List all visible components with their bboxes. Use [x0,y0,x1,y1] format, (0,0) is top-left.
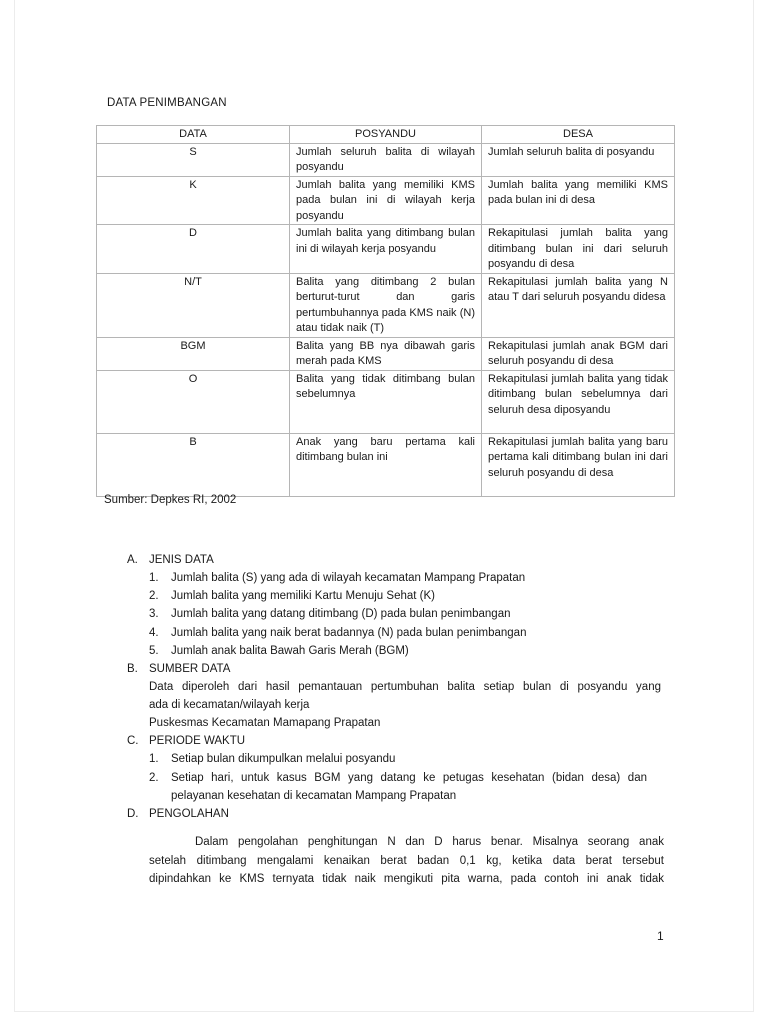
section-d-letter: D. [127,808,139,820]
row-posyandu: Balita yang tidak ditimbang bulan sebelumnya [290,370,482,433]
section-b-letter: B. [127,663,138,675]
list-number: 4. [149,627,159,639]
list-number: 2. [149,590,159,602]
document-title: DATA PENIMBANGAN [107,97,227,109]
list-item: Jumlah balita (S) yang ada di wilayah kecamatan Mampang Prapatan [171,572,526,584]
row-posyandu: Jumlah balita yang ditimbang bulan ini di wilayah kerja posyandu [290,225,482,274]
row-posyandu: Balita yang BB nya dibawah garis merah pada KMS [290,337,482,370]
list-item: Setiap bulan dikumpulkan melalui posyandu [171,753,396,765]
table-row [97,225,675,274]
list-number: 2. [149,772,159,784]
row-desa: Jumlah seluruh balita di posyandu [482,143,675,176]
row-desa: Rekapitulasi jumlah anak BGM dari seluruh posyandu di desa [482,337,675,370]
section-d-heading: PENGOLAHAN [149,808,229,820]
row-desa: Jumlah balita yang memiliki KMS pada bulan ini di desa [482,176,675,225]
list-number: 3. [149,608,159,620]
table-row [97,370,675,433]
section-b-paragraph-line: Data diperoleh dari hasil pemantauan pertumbuhan balita setiap bulan di posyandu yang [149,681,661,693]
table-row [97,433,675,496]
row-posyandu: Anak yang baru pertama kali ditimbang bulan ini [290,433,482,496]
header-desa: DESA [482,126,675,144]
section-d-paragraph-line: dipindahkan ke KMS ternyata tidak naik mengikuti pita warna, pada contoh ini anak tidak [149,873,664,885]
row-code: O [97,370,290,433]
section-c-heading: PERIODE WAKTU [149,735,246,747]
section-b-paragraph-line: ada di kecamatan/wilayah kerja [149,699,310,711]
list-number: 5. [149,645,159,657]
list-item: Setiap hari, untuk kasus BGM yang datang ke petugas kesehatan (bidan desa) dan [171,772,647,784]
list-item: Jumlah anak balita Bawah Garis Merah (BGM) [171,645,409,657]
table-header-row [97,126,675,144]
data-table [96,125,675,497]
row-desa: Rekapitulasi jumlah balita yang ditimbang bulan ini dari seluruh posyandu di desa [482,225,675,274]
section-c-letter: C. [127,735,139,747]
row-posyandu: Balita yang ditimbang 2 bulan berturut-turut dan garis pertumbuhannya pada KMS naik (N) atau tidak naik (T) [290,273,482,337]
section-a-heading: JENIS DATA [149,554,214,566]
table-row [97,143,675,176]
section-a-letter: A. [127,554,138,566]
page-number: 1 [657,929,664,943]
header-data: DATA [97,126,290,144]
section-d-paragraph-line: Dalam pengolahan penghitungan N dan D harus benar. Misalnya seorang anak [195,836,664,848]
list-number: 1. [149,753,159,765]
table-row [97,273,675,337]
list-item-continuation: pelayanan kesehatan di kecamatan Mampang Prapatan [171,790,457,802]
row-code: K [97,176,290,225]
list-number: 1. [149,572,159,584]
section-b-heading: SUMBER DATA [149,663,231,675]
section-d-paragraph-line: setelah ditimbang mengalami kenaikan berat badan 0,1 kg, ketika data berat tersebut [149,855,664,867]
table-row [97,337,675,370]
row-code: BGM [97,337,290,370]
list-item: Jumlah balita yang naik berat badannya (N) pada bulan penimbangan [171,627,527,639]
list-item: Jumlah balita yang datang ditimbang (D) pada bulan penimbangan [171,608,511,620]
row-posyandu: Jumlah balita yang memiliki KMS pada bulan ini di wilayah kerja posyandu [290,176,482,225]
row-desa: Rekapitulasi jumlah balita yang baru pertama kali ditimbang bulan ini dari seluruh posyandu di desa [482,433,675,496]
header-posyandu: POSYANDU [290,126,482,144]
table-row [97,176,675,225]
row-posyandu: Jumlah seluruh balita di wilayah posyandu [290,143,482,176]
source-note: Sumber: Depkes RI, 2002 [104,494,237,506]
row-desa: Rekapitulasi jumlah balita yang tidak ditimbang bulan sebelumnya dari seluruh desa diposyandu [482,370,675,433]
row-code: D [97,225,290,274]
section-b-paragraph-line: Puskesmas Kecamatan Mamapang Prapatan [149,717,381,729]
row-code: N/T [97,273,290,337]
list-item: Jumlah balita yang memiliki Kartu Menuju Sehat (K) [171,590,435,602]
row-code: S [97,143,290,176]
row-desa: Rekapitulasi jumlah balita yang N atau T dari seluruh posyandu didesa [482,273,675,337]
row-code: B [97,433,290,496]
